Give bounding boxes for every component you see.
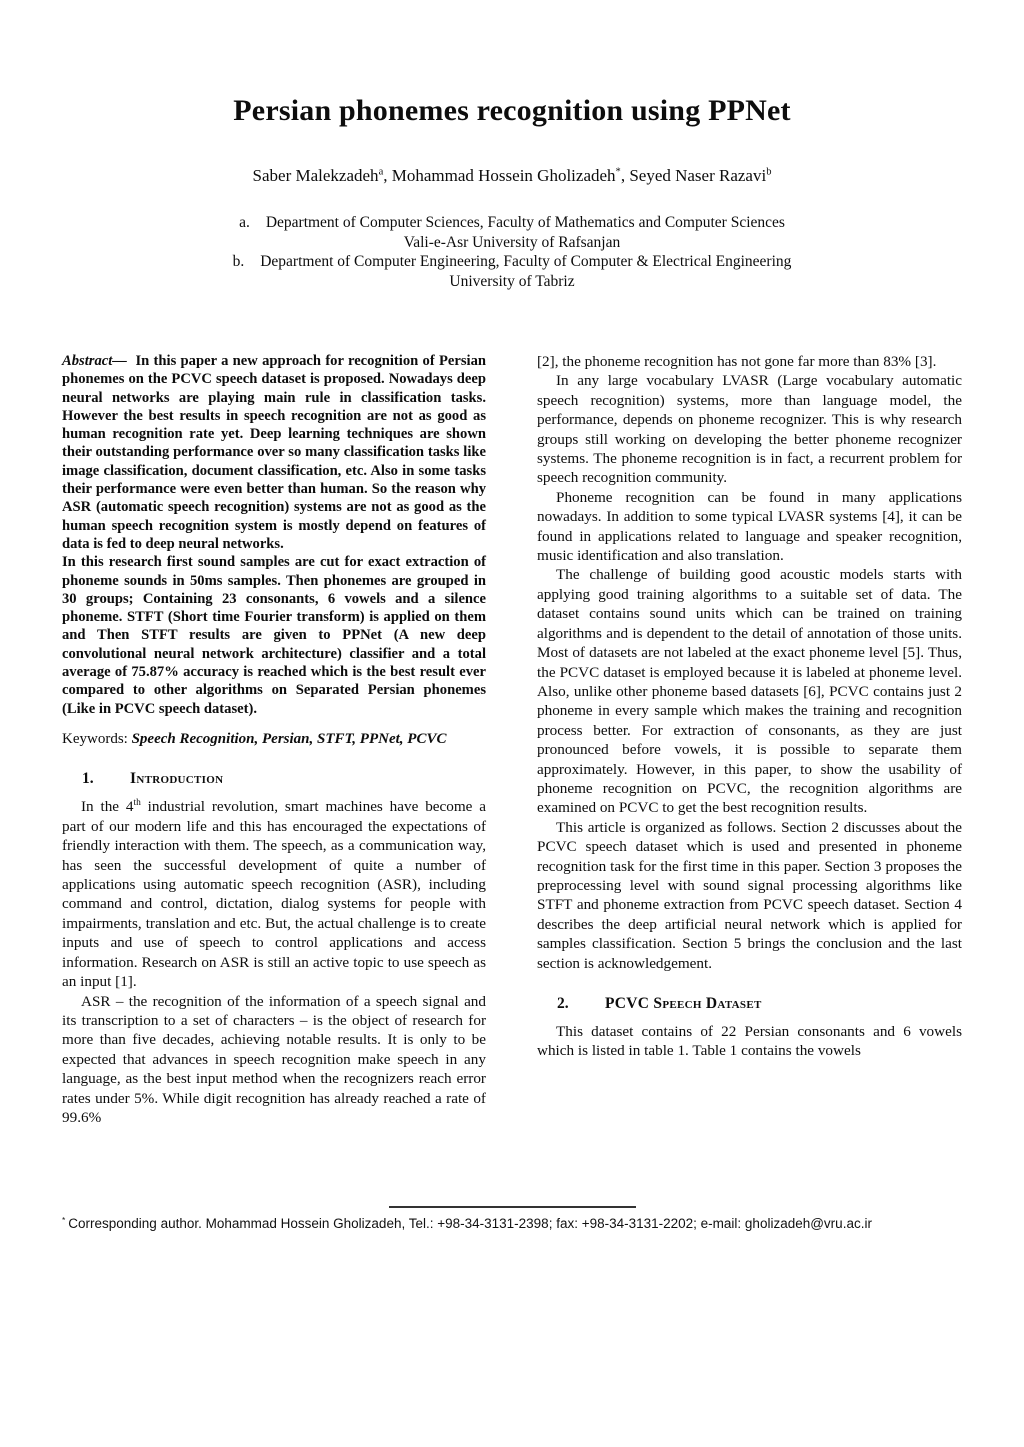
footnote-text: Corresponding author. Mohammad Hossein Gholizadeh, Tel.: +98-34-3131-2398; fax: +98-34-3131-2202; e-mail: gholizadeh@vru.ac.ir: [68, 1216, 872, 1231]
affiliation-b-dept-text: Department of Computer Engineering, Faculty of Computer & Electrical Engineering: [260, 253, 792, 271]
author-superscript: *: [615, 166, 621, 178]
corresponding-author-footnote: [62, 1215, 964, 1232]
affiliation-b-univ: University of Tabriz: [449, 272, 575, 290]
intro-paragraph-1: [62, 797, 486, 991]
affiliation-b-dept: [0, 252, 1024, 272]
author-superscript: b: [766, 166, 772, 178]
keywords-label: Keywords:: [62, 730, 132, 747]
footnote-separator-rule: [389, 1206, 636, 1208]
right-column: [537, 352, 962, 1061]
affiliation-a-dept: [0, 213, 1024, 233]
section-number: 2.: [557, 995, 569, 1012]
right-paragraph-6: This dataset contains of 22 Persian consonants and 6 vowels which is listed in table 1. Table 1 contains the vowels: [537, 1023, 962, 1060]
keywords-line: [62, 730, 486, 749]
affiliations-block: [0, 213, 1024, 291]
left-column: [62, 352, 486, 1127]
right-paragraph-4: The challenge of building good acoustic models starts with applying good training algorithms to a suitable set of data. The dataset contains sound units which can be trained on training algorithms and is dependent to the detail of annotation of those units. Most of datasets are not labeled at the exact phoneme level [5]. Thus, the PCVC dataset is employed because it is labeled at phoneme level. Also, unlike other phoneme based datasets [6], PCVC contains just 2 phoneme in every sample which makes the training and recognition process better. For extraction of consonants, as they are just pronounced before vowels, it is possible to separate them approximately. However, in this paper, to show the usability of phoneme recognition on PCVC, the recognition algorithms are examined on PCVC to get the best recognition results.: [537, 566, 962, 817]
author-name: , Seyed Naser Razavi: [620, 166, 767, 185]
affiliation-b-label: b.: [232, 253, 245, 271]
affiliation-a-dept-text: Department of Computer Sciences, Faculty of Mathematics and Computer Sciences: [265, 214, 785, 231]
intro-p1-text-cont: industrial revolution, smart machines have become a part of our modern life and this has encouraged the expectations of friendly interaction with them. The speech, as a communication way, has seen the successful development of quite a number of applications using automatic speech recognition (ASR), including command and control, dictation, dialog systems for people with impairments, translation and etc. But, the actual challenge is to create inputs and use of speech to control applications and access information. Research on ASR is still an active topic to use speech as an input [1].: [62, 798, 486, 991]
right-paragraph-3: Phoneme recognition can be found in many applications nowadays. In addition to some typical LVASR systems [4], it can be found in applications related to language and speaker recognition, music identification and also translation.: [537, 488, 962, 565]
abstract-label: Abstract—: [62, 353, 127, 369]
section-heading-introduction: [62, 770, 486, 788]
right-paragraph-1: [2], the phoneme recognition has not gone far more than 83% [3].: [537, 353, 937, 370]
author-name: , Mohammad Hossein Gholizadeh: [383, 166, 616, 185]
abstract-text-1: In this paper a new approach for recognition of Persian phonemes on the PCVC speech dataset is proposed. Nowadays deep neural networks are playing main rule in classification tasks. However the best results in speech recognition are not as good as human recognition rate yet. Deep learning techniques are shown their outstanding performance over so many classification tasks like image classification, document classification, etc. Also in some tasks their performance were even better than human. So the reason why ASR (automatic speech recognition) systems are not as good as the human speech recognition system is mostly depend on features of data is fed to deep neural networks.: [62, 353, 486, 552]
section-number: 1.: [82, 770, 94, 788]
section-title: PCVC Speech Dataset: [605, 995, 762, 1012]
author-superscript: a: [378, 166, 384, 178]
intro-p1-text: In the 4: [81, 798, 134, 816]
abstract-paragraph-1: [62, 352, 486, 553]
abstract-paragraph-2: In this research first sound samples are cut for exact extraction of phoneme sounds in 50ms samples. Then phonemes are grouped in 30 groups; Containing 23 consonants, 6 vowels and a silence phoneme. STFT (Short time Fourier transform) is applied on them and Then STFT results are given to PPNet (A new deep convolutional neural network architecture) classifier and a total average of 75.87% accuracy is reached which is the best result ever compared to other algorithms on Separated Persian phonemes (Like in PCVC speech dataset).: [62, 554, 486, 717]
affiliation-a-label: a.: [239, 214, 250, 231]
right-paragraph-2: In any large vocabulary LVASR (Large vocabulary automatic speech recognition) systems, more than language model, the performance, depends on phoneme recognizer. This is why research groups still working on developing the better phoneme recognizer systems. The phoneme recognition is in fact, a recurrent problem for speech recognition community.: [537, 372, 962, 487]
keywords-text: Speech Recognition, Persian, STFT, PPNet, PCVC: [131, 730, 447, 747]
section-heading-pcvc-dataset: [537, 995, 962, 1013]
author-name: Saber Malekzadeh: [252, 166, 379, 185]
paper-title: Persian phonemes recognition using PPNet: [233, 94, 791, 127]
affiliation-a-univ: Vali-e-Asr University of Rafsanjan: [403, 233, 621, 251]
section-title: Introduction: [130, 770, 224, 788]
right-paragraph-5: This article is organized as follows. Section 2 discusses about the PCVC speech dataset which is used and presented in phoneme recognition task for the first time in this paper. Section 3 proposes the preprocessing level with sound signal processing algorithms like STFT and phoneme extraction from PCVC speech dataset. Section 4 describes the deep artificial neural network which is applied for samples classification. Section 5 brings the conclusion and the last section is acknowledgement.: [537, 818, 962, 972]
footnote-asterisk: *: [62, 1214, 66, 1225]
author-line: [0, 166, 1024, 186]
intro-paragraph-2: ASR – the recognition of the information of a speech signal and its transcription to a set of characters – is the object of research for more than five decades, achieving notable results. It is only to be expected that advances in speech recognition make speech in any language, as the best input method when the recognizers reach error rates under 5%. While digit recognition has already reached a rate of 99.6%: [62, 992, 486, 1126]
ordinal-superscript: th: [133, 798, 141, 809]
